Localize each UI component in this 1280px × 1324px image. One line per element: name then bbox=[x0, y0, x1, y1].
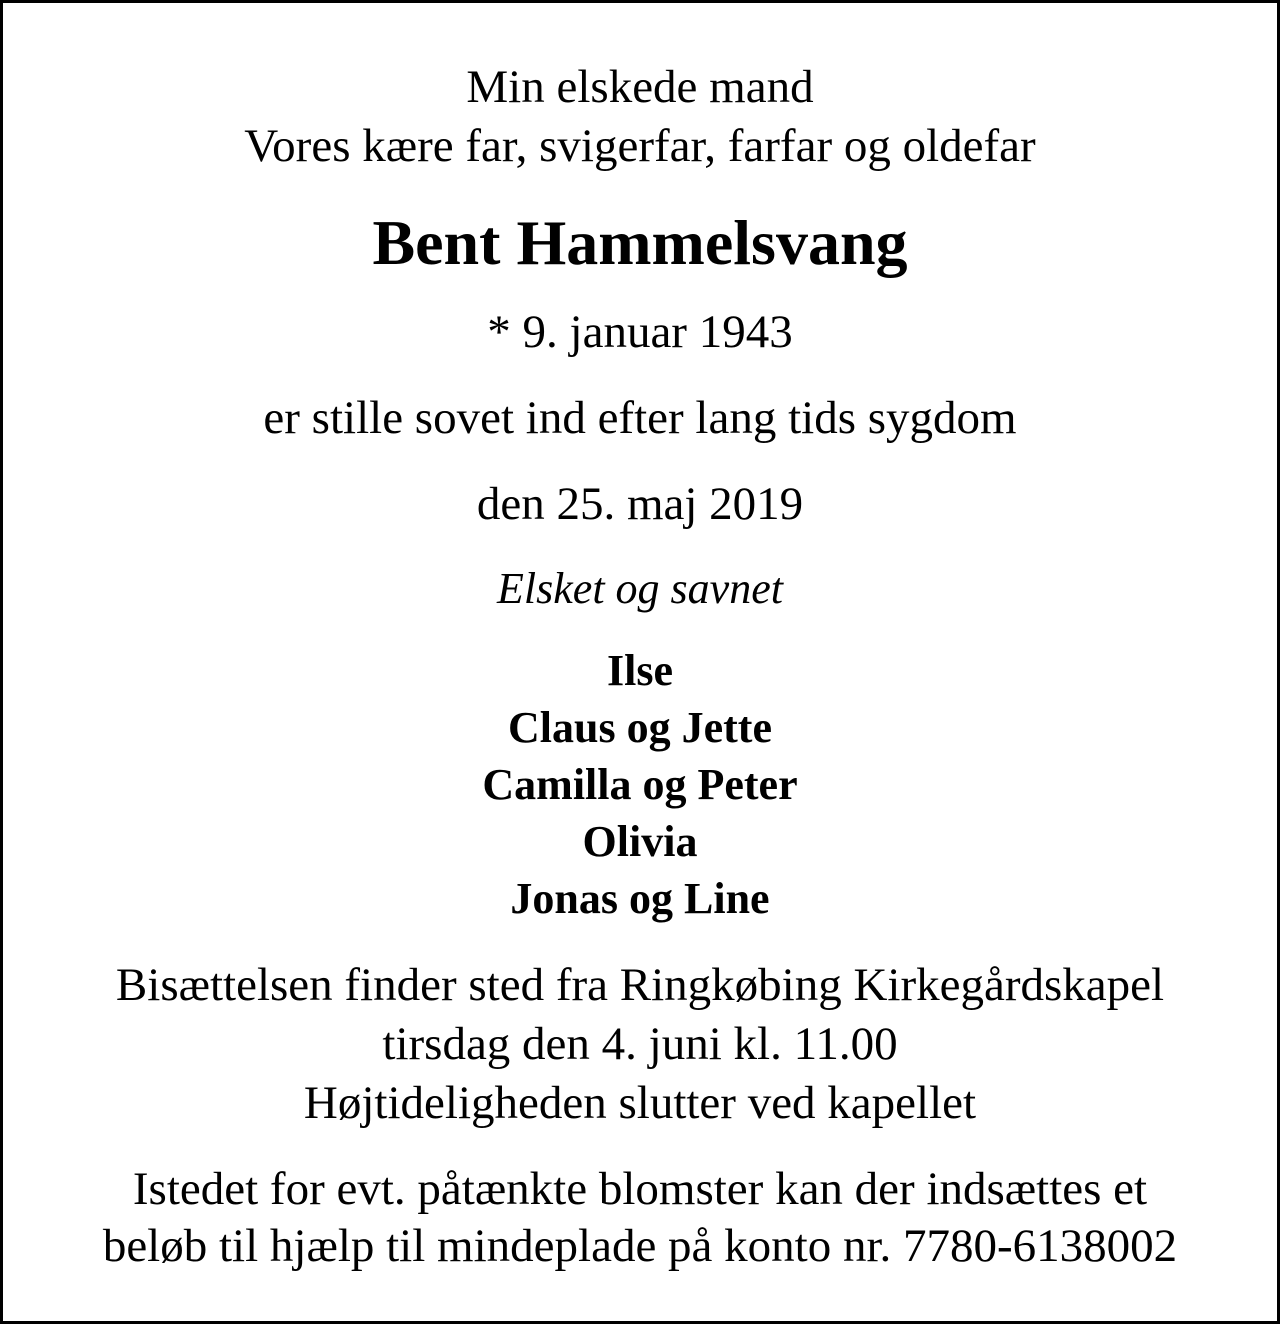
family-member: Camilla og Peter bbox=[482, 760, 798, 809]
birth-date: * 9. januar 1943 bbox=[487, 306, 793, 358]
funeral-time: tirsdag den 4. juni kl. 11.00 bbox=[382, 1018, 898, 1070]
family-member: Jonas og Line bbox=[510, 874, 770, 923]
passing-text: er stille sovet ind efter lang tids sygdom bbox=[263, 392, 1017, 444]
family-member: Olivia bbox=[582, 817, 698, 866]
intro-line-1: Min elskede mand bbox=[466, 61, 814, 113]
flowers-note-1: Istedet for evt. påtænkte blomster kan der indsættes et bbox=[132, 1163, 1148, 1215]
intro-line-2: Vores kære far, svigerfar, farfar og oldefar bbox=[244, 120, 1036, 172]
funeral-note: Højtideligheden slutter ved kapellet bbox=[303, 1077, 977, 1129]
funeral-location: Bisættelsen finder sted fra Ringkøbing Kirkegårdskapel bbox=[115, 959, 1165, 1011]
family-member: Ilse bbox=[607, 646, 673, 695]
family-member: Claus og Jette bbox=[508, 703, 772, 752]
death-date: den 25. maj 2019 bbox=[476, 478, 804, 530]
flowers-note-2: beløb til hjælp til mindeplade på konto nr. 7780-6138002 bbox=[102, 1220, 1178, 1272]
deceased-name: Bent Hammelsvang bbox=[372, 207, 908, 278]
tagline: Elsket og savnet bbox=[497, 564, 783, 613]
